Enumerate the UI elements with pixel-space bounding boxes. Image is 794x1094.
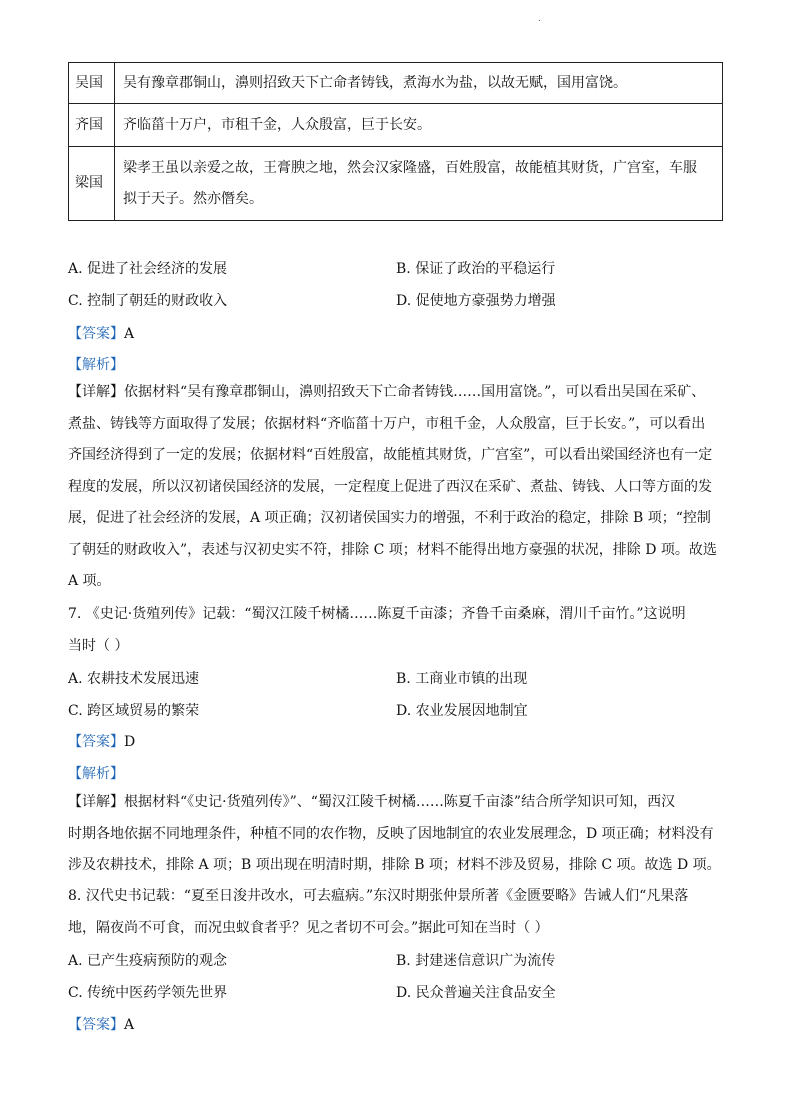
detail-tag: 【详解】 bbox=[68, 384, 124, 400]
table-row bbox=[69, 63, 723, 104]
q8-stem bbox=[68, 881, 728, 944]
detail-line: 展，促进了社会经济的发展，A 项正确；汉初诸侯国实力的增强，不利于政治的稳定，排除 B 项；“控制 bbox=[68, 510, 711, 526]
q6-option-b: B. 保证了政治的平稳运行 bbox=[396, 261, 556, 277]
answer-value: A bbox=[124, 326, 135, 342]
q7-detail bbox=[68, 787, 728, 882]
detail-tag: 【详解】 bbox=[68, 794, 124, 810]
q6-option-a: A. 促进了社会经济的发展 bbox=[68, 261, 228, 277]
material-line: 梁孝王虽以亲爱之故，王膏腴之地，然会汉家隆盛，百姓殷富，故能植其财货，广宫室，车服 bbox=[123, 159, 697, 176]
q6-answer bbox=[68, 323, 134, 343]
answer-value: D bbox=[124, 734, 136, 750]
detail-line: 了朝廷的财政收入”，表述与汉初史实不符，排除 C 项；材料不能得出地方豪强的状况，排除 D 项。故选 bbox=[68, 541, 717, 558]
detail-line: 齐国经济得到了一定的发展；依据材料“百姓殷富，故能植其财货，广宫室”，可以看出梁国经济也有一定 bbox=[68, 447, 713, 463]
stem-line: 7. 《史记·货殖列传》记载：“蜀汉江陵千树橘……陈夏千亩漆；齐鲁千亩桑麻，渭川千亩竹。”这说明 bbox=[68, 606, 686, 622]
q6-analysis-tag bbox=[68, 354, 124, 374]
q7-analysis-tag bbox=[68, 763, 124, 783]
q7-option-d: D. 农业发展因地制宜 bbox=[396, 703, 528, 719]
detail-line: A 项。 bbox=[68, 573, 111, 589]
q8-answer bbox=[68, 1014, 134, 1034]
header-mark: . bbox=[538, 14, 541, 24]
answer-value: A bbox=[124, 1017, 135, 1033]
q7-answer bbox=[68, 731, 135, 751]
material-line: 吴有豫章郡铜山，濞则招致天下亡命者铸钱，煮海水为盐，以故无赋，国用富饶。 bbox=[123, 74, 627, 91]
material-line: 拟于天子。然亦僭矣。 bbox=[123, 190, 263, 207]
detail-text: 依据材料“吴有豫章郡铜山，濞则招致天下亡命者铸钱……国用富饶。”，可以看出吴国在采矿、 bbox=[124, 384, 706, 400]
state-cell: 梁国 bbox=[69, 147, 115, 221]
q6-option-d: D. 促使地方豪强势力增强 bbox=[396, 293, 556, 309]
material-line: 齐临菑十万户，市租千金，人众殷富，巨于长安。 bbox=[123, 116, 431, 133]
q7-option-c: C. 跨区域贸易的繁荣 bbox=[68, 703, 200, 719]
q7-option-b: B. 工商业市镇的出现 bbox=[396, 671, 528, 687]
detail-line: 程度的发展，所以汉初诸侯国经济的发展，一定程度上促进了西汉在采矿、煮盐、铸钱、人口等方面的发 bbox=[68, 478, 712, 495]
q8-option-c: C. 传统中医药学领先世界 bbox=[68, 985, 228, 1001]
detail-line: 煮盐、铸钱等方面取得了发展；依据材料“齐临菑十万户，市租千金，人众殷富，巨于长安。”，可以看出 bbox=[68, 415, 706, 432]
material-table bbox=[68, 62, 723, 221]
q6-option-c: C. 控制了朝廷的财政收入 bbox=[68, 293, 228, 309]
detail-line bbox=[68, 377, 728, 409]
state-cell: 吴国 bbox=[69, 63, 115, 104]
state-cell: 齐国 bbox=[69, 104, 115, 147]
q8-option-a: A. 已产生疫病预防的观念 bbox=[68, 953, 228, 969]
table-row bbox=[69, 104, 723, 147]
material-cell bbox=[115, 104, 723, 147]
table-row bbox=[69, 147, 723, 221]
detail-line: 时期各地依据不同地理条件，种植不同的农作物，反映了因地制宜的农业发展理念，D 项正确；材料没有 bbox=[68, 825, 714, 842]
analysis-tag: 【解析】 bbox=[68, 766, 124, 782]
q7-stem bbox=[68, 599, 728, 662]
detail-line: 涉及农耕技术，排除 A 项；B 项出现在明清时期，排除 B 项；材料不涉及贸易，排除 C 项。故选 D 项。 bbox=[68, 857, 721, 873]
q6-detail bbox=[68, 377, 728, 598]
analysis-tag: 【解析】 bbox=[68, 357, 124, 373]
answer-tag: 【答案】 bbox=[68, 1017, 124, 1033]
stem-line: 当时（ ） bbox=[68, 637, 129, 654]
material-cell bbox=[115, 63, 723, 104]
q7-option-a: A. 农耕技术发展迅速 bbox=[68, 671, 200, 687]
stem-line: 地，隔夜尚不可食，而况虫蚁食者乎？见之者切不可会。”据此可知在当时（ ） bbox=[68, 919, 549, 936]
q8-option-d: D. 民众普遍关注食品安全 bbox=[396, 985, 556, 1001]
material-cell bbox=[115, 147, 723, 221]
detail-line bbox=[68, 787, 728, 819]
detail-text: 根据材料“《史记·货殖列传》”、“蜀汉江陵千树橘……陈夏千亩漆”结合所学知识可知，西汉 bbox=[124, 794, 676, 810]
answer-tag: 【答案】 bbox=[68, 734, 124, 750]
q8-option-b: B. 封建迷信意识广为流传 bbox=[396, 953, 556, 969]
answer-tag: 【答案】 bbox=[68, 326, 124, 342]
stem-line: 8. 汉代史书记载：“夏至日浚井改水，可去瘟病。”东汉时期张仲景所著《金匮要略》告诫人们“凡果落 bbox=[68, 888, 689, 904]
